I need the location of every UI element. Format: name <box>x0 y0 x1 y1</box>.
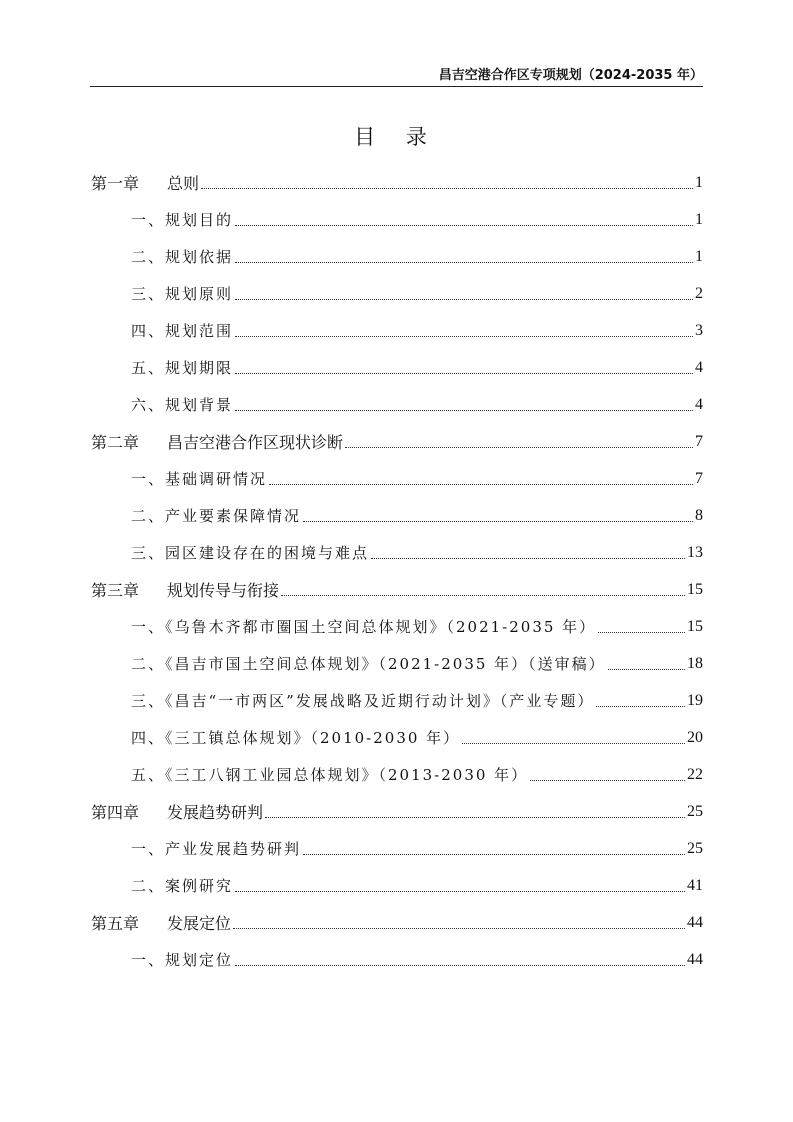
toc-dot-leader <box>303 521 693 522</box>
toc-section-entry[interactable] <box>91 682 703 719</box>
toc-entry-label <box>91 690 594 711</box>
toc-chapter-number: 第四章 <box>91 803 140 822</box>
toc-section-entry[interactable] <box>91 941 703 978</box>
toc-section-title: 四、规划范围 <box>131 322 234 340</box>
toc-entry-label <box>91 800 263 823</box>
toc-dot-leader <box>235 336 693 337</box>
toc-section-entry[interactable] <box>91 312 703 349</box>
toc-section-title: 二、规划依据 <box>131 248 234 266</box>
toc-dot-leader <box>596 706 685 707</box>
toc-entry-label <box>91 911 231 934</box>
toc-dot-leader <box>235 225 693 226</box>
toc-entry-label <box>91 875 233 896</box>
toc-entry-label <box>91 542 369 563</box>
toc-page-number: 1 <box>695 173 703 191</box>
toc-section-entry[interactable] <box>91 756 703 793</box>
toc-chapter-number: 第二章 <box>91 433 140 452</box>
toc-dot-leader <box>235 299 693 300</box>
toc-section-entry[interactable] <box>91 497 703 534</box>
toc-entry-label <box>91 505 301 526</box>
toc-chapter-title: 规划传导与衔接 <box>167 581 280 600</box>
toc-chapter-number: 第一章 <box>91 174 140 193</box>
toc-dot-leader <box>235 410 693 411</box>
toc-section-title: 三、《昌吉“一市两区”发展战略及近期行动计划》（产业专题） <box>131 692 595 710</box>
toc-section-title: 一、《乌鲁木齐都市圈国土空间总体规划》（2021-2035 年） <box>131 618 597 636</box>
toc-page-number: 13 <box>687 543 703 561</box>
toc-page-number: 18 <box>687 654 703 672</box>
toc-entry-label <box>91 246 233 267</box>
toc-section-entry[interactable] <box>91 275 703 312</box>
toc-entry-label <box>91 209 233 230</box>
table-of-contents <box>91 164 703 978</box>
toc-dot-leader <box>371 558 685 559</box>
toc-section-entry[interactable] <box>91 238 703 275</box>
toc-section-title: 三、园区建设存在的困境与难点 <box>131 544 370 562</box>
toc-dot-leader <box>265 817 685 818</box>
toc-dot-leader <box>235 262 693 263</box>
toc-section-entry[interactable] <box>91 349 703 386</box>
toc-section-entry[interactable] <box>91 645 703 682</box>
toc-entry-label <box>91 727 460 748</box>
toc-dot-leader <box>345 447 693 448</box>
toc-page-number: 15 <box>687 580 703 598</box>
toc-entry-label <box>91 430 343 453</box>
toc-section-entry[interactable] <box>91 608 703 645</box>
toc-page-number: 25 <box>687 839 703 857</box>
toc-chapter-entry[interactable] <box>91 793 703 830</box>
toc-entry-label <box>91 357 233 378</box>
toc-entry-label <box>91 764 528 785</box>
toc-section-title: 五、规划期限 <box>131 359 234 377</box>
toc-dot-leader <box>303 854 685 855</box>
page-title: 目 录 <box>354 125 439 149</box>
toc-page-number: 22 <box>687 765 703 783</box>
toc-chapter-entry[interactable] <box>91 571 703 608</box>
toc-chapter-title: 总则 <box>167 174 200 193</box>
toc-page-number: 1 <box>695 210 703 228</box>
toc-dot-leader <box>235 965 685 966</box>
toc-section-title: 六、规划背景 <box>131 396 234 414</box>
running-header-title: 昌吉空港合作区专项规划（2024-2035 年） <box>438 68 703 83</box>
toc-section-title: 一、规划目的 <box>131 211 234 229</box>
toc-page-number: 7 <box>695 432 703 450</box>
toc-entry-label <box>91 838 301 859</box>
toc-dot-leader <box>598 632 685 633</box>
toc-entry-label <box>91 171 199 194</box>
toc-dot-leader <box>530 780 685 781</box>
toc-section-title: 一、规划定位 <box>131 951 234 969</box>
toc-section-title: 一、基础调研情况 <box>131 470 268 488</box>
running-header <box>90 66 703 87</box>
toc-page-number: 25 <box>687 802 703 820</box>
toc-page-number: 20 <box>687 728 703 746</box>
toc-section-entry[interactable] <box>91 830 703 867</box>
toc-page-number: 44 <box>687 913 703 931</box>
toc-entry-label <box>91 578 279 601</box>
toc-page-number: 15 <box>687 617 703 635</box>
toc-chapter-entry[interactable] <box>91 164 703 201</box>
toc-section-entry[interactable] <box>91 719 703 756</box>
toc-page-number: 1 <box>695 247 703 265</box>
toc-entry-label <box>91 320 233 341</box>
toc-section-title: 二、《昌吉市国土空间总体规划》（2021-2035 年）（送审稿） <box>131 655 606 673</box>
toc-section-entry[interactable] <box>91 386 703 423</box>
toc-section-title: 二、产业要素保障情况 <box>131 507 302 525</box>
toc-page-number: 4 <box>695 358 703 376</box>
toc-dot-leader <box>235 373 693 374</box>
toc-page-number: 3 <box>695 321 703 339</box>
toc-dot-leader <box>235 891 685 892</box>
toc-section-entry[interactable] <box>91 201 703 238</box>
toc-entry-label <box>91 653 606 674</box>
toc-section-entry[interactable] <box>91 867 703 904</box>
toc-page-number: 4 <box>695 395 703 413</box>
toc-page-number: 7 <box>695 469 703 487</box>
toc-section-title: 四、《三工镇总体规划》（2010-2030 年） <box>131 729 461 747</box>
toc-chapter-number: 第三章 <box>91 581 140 600</box>
toc-chapter-number: 第五章 <box>91 914 140 933</box>
toc-entry-label <box>91 283 233 304</box>
toc-page-number: 44 <box>687 950 703 968</box>
toc-chapter-title: 发展定位 <box>167 914 232 933</box>
toc-chapter-title: 昌吉空港合作区现状诊断 <box>167 433 344 452</box>
toc-section-title: 二、案例研究 <box>131 877 234 895</box>
toc-section-entry[interactable] <box>91 460 703 497</box>
toc-entry-label <box>91 394 233 415</box>
toc-dot-leader <box>201 188 693 189</box>
toc-page-number: 41 <box>687 876 703 894</box>
toc-section-title: 五、《三工八钢工业园总体规划》（2013-2030 年） <box>131 766 529 784</box>
toc-chapter-entry[interactable] <box>91 904 703 941</box>
toc-chapter-entry[interactable] <box>91 423 703 460</box>
toc-dot-leader <box>269 484 693 485</box>
toc-page-number: 8 <box>695 506 703 524</box>
toc-section-title: 一、产业发展趋势研判 <box>131 840 302 858</box>
toc-entry-label <box>91 949 233 970</box>
toc-dot-leader <box>281 595 685 596</box>
toc-dot-leader <box>462 743 685 744</box>
toc-section-title: 三、规划原则 <box>131 285 234 303</box>
toc-section-entry[interactable] <box>91 534 703 571</box>
toc-entry-label <box>91 616 596 637</box>
toc-entry-label <box>91 468 267 489</box>
toc-dot-leader <box>233 928 685 929</box>
toc-page-number: 2 <box>695 284 703 302</box>
toc-dot-leader <box>608 669 685 670</box>
toc-chapter-title: 发展趋势研判 <box>167 803 264 822</box>
toc-page-number: 19 <box>687 691 703 709</box>
